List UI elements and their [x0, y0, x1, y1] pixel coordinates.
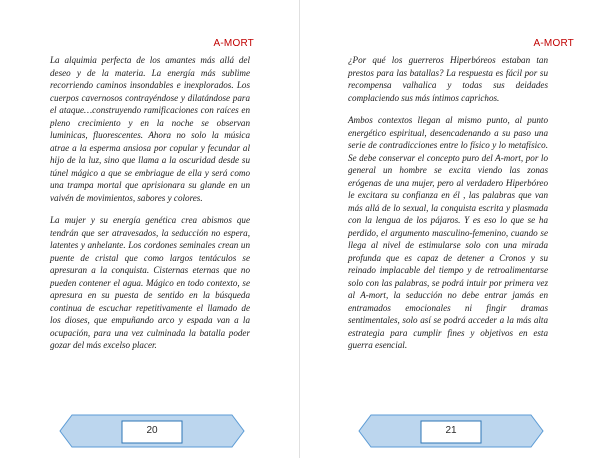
page-number: 20: [146, 425, 158, 436]
page-number: 21: [445, 425, 457, 436]
paragraph: La alquimia perfecta de los amantes más allá del deseo y de la materia. La energía más sublime recorriendo caminos insondables e inexplorados. Los cuerpos cavernosos contrayéndose y dilatándose para el ataque…construyendo ramificaciones con raíces en pleno crecimiento y en la noche se observan luminicas, fluorescentes. Ahora no solo la música atrae a la esperma ansiosa por copular y fecundar al hijo de la luz, sino que llama a la oscuridad desde su túnel mágico a que se embriague de ella y será como una trampa mortal que aprisionara su glande en un vaivén de movimientos, sabores y colores.: [50, 55, 250, 203]
paragraph: La mujer y su energía genética crea abismos que tendrán que ser atravesados, la seducción no espera, latentes y anhelante. Los cordones seminales crean un puente de cristal que como largos tentáculos se apresuran a la conquista. Cisternas eternas que no pueden contener el agua. Mágico en todo contexto, se apresura en su puesta de sentido en la búsqueda continua de escuchar repetitivamente el llamado de los dioses, que empuñando arco y espada van a la ocupación, para una vez culminada la batalla poder gozar del más excelso placer.: [50, 215, 250, 350]
page-body: [50, 54, 250, 362]
paragraph: ¿Por qué los guerreros Hiperbóreos estaban tan prestos para las batallas? La respuesta es fácil por su recompensa valhalica y todas sus deidades complaciendo sus más íntimos caprichos.: [348, 55, 548, 103]
right-page: [300, 0, 600, 458]
page-body: [348, 54, 548, 362]
paragraph: Ambos contextos llegan al mismo punto, al punto energético espiritual, desencadenando a su paso una serie de contradicciones entre lo físico y lo metafísico. Se debe conservar el concepto puro del A-mort, por lo general un hombre se excita viendo las zonas erógenas de una mujer, pero al verdadero Hiperbóreo le excitara su confianza en él , las palabras que van más allá de lo sexual, la conquista escrita y plasmada con la lengua de los pájaros. Y es eso lo que se ha perdido, el argumento masculino-femenino, cuando se llega al nivel de estimularse solo con una mirada profunda que es capaz de detener a Cronos y su reinado implacable del tiempo y de retroalimentarse solo con las palabras, se podrá intuir por primera vez al A-mort, la seducción no debe entrar jamás en entramados emocionales ni fingir dramas sentimentales, solo así se podrá acceder a la más alta estrategia para cumplir fines y objetivos en esta guerra esencial.: [348, 115, 548, 350]
page-number-plaque: [355, 413, 547, 449]
page-header: A-MORT: [533, 38, 574, 49]
page-header: A-MORT: [213, 38, 254, 49]
page-number-plaque: [56, 413, 248, 449]
